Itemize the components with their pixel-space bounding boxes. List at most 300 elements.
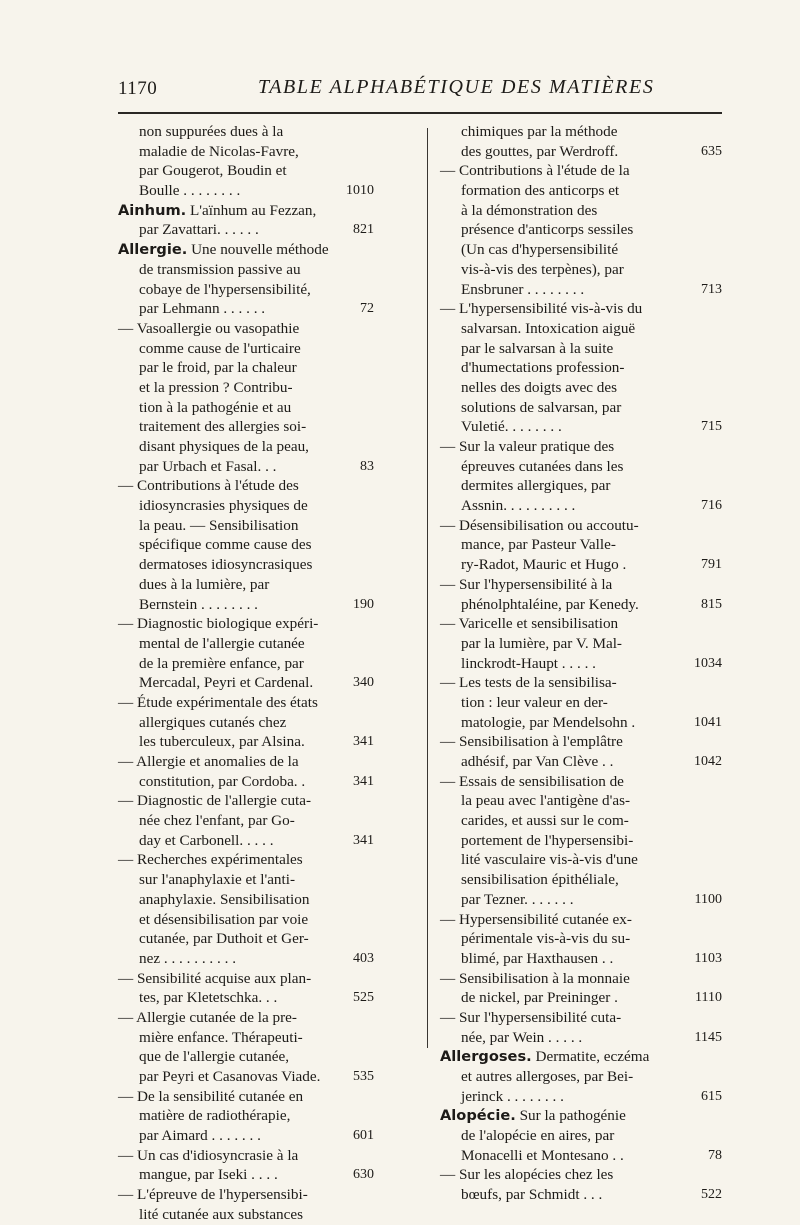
index-line	[440, 870, 736, 890]
index-page-ref: 601	[353, 1128, 374, 1144]
index-line	[118, 654, 414, 674]
index-entry-text	[139, 496, 308, 516]
index-page-ref: 522	[701, 1187, 722, 1203]
index-line	[118, 772, 414, 792]
index-entry-body: — Contributions à l'étude de la	[440, 162, 630, 180]
index-line	[440, 496, 736, 516]
index-entry-body: Boulle . . . . . . . .	[139, 182, 241, 200]
index-entry-body: — Recherches expérimentales	[118, 851, 303, 869]
index-entry-text	[440, 161, 630, 181]
index-entry-text	[461, 1146, 624, 1166]
index-entry-text	[461, 535, 616, 555]
header-rule	[118, 112, 722, 114]
index-entry-body: — Un cas d'idiosyncrasie à la	[118, 1146, 299, 1164]
index-entry-body: et autres allergoses, par Bei-	[461, 1068, 634, 1085]
index-line	[118, 1087, 414, 1107]
index-entry-body: de la première enfance, par	[139, 654, 304, 672]
index-entry-body: des gouttes, par Werdroff.	[461, 142, 619, 160]
index-entry-body: mangue, par Iseki . . . .	[139, 1166, 278, 1184]
index-line	[440, 181, 736, 201]
index-page-ref: 630	[353, 1167, 374, 1183]
index-entry-body: — Sur l'hypersensibilité cuta-	[440, 1008, 622, 1026]
index-line	[118, 240, 414, 260]
index-entry-body: née chez l'enfant, par Go-	[139, 812, 295, 830]
index-entry-body: nelles des doigts avec des	[461, 378, 618, 396]
index-entry-text	[461, 693, 608, 713]
index-entry-body: ry-Radot, Mauric et Hugo .	[461, 556, 627, 574]
index-entry-text	[139, 890, 309, 910]
index-headword: Ainhum.	[118, 201, 187, 219]
index-entry-body: et désensibilisation par voie	[139, 910, 309, 928]
index-entry-text	[139, 1205, 303, 1225]
index-entry-text	[461, 890, 574, 910]
index-entry-body: à la démonstration des	[461, 201, 598, 219]
index-entry-text	[139, 280, 311, 300]
index-line	[118, 1028, 414, 1048]
index-page-ref: 535	[353, 1069, 374, 1084]
index-page-ref: 341	[353, 832, 374, 848]
index-entry-body: traitement des allergies soi-	[139, 418, 307, 436]
index-page-ref: 615	[701, 1088, 722, 1104]
index-line	[440, 555, 736, 575]
index-entry-body: — Sur les alopécies chez les	[440, 1166, 614, 1184]
index-line	[440, 1146, 736, 1166]
index-entry-text	[461, 595, 639, 615]
index-line	[118, 535, 414, 555]
index-entry-text	[139, 142, 299, 162]
index-line	[118, 260, 414, 280]
index-page-ref: 83	[360, 458, 374, 474]
index-entry-body: dermites allergiques, par	[461, 477, 611, 495]
index-line	[440, 1028, 736, 1048]
index-entry-text	[139, 949, 236, 969]
index-entry-text	[440, 1047, 649, 1067]
index-entry-text	[118, 319, 299, 339]
index-entry-body: périmentale vis-à-vis du su-	[461, 930, 631, 948]
index-entry-body: blimé, par Haxthausen . .	[461, 949, 614, 967]
index-entry-body: Dermatite, eczéma	[531, 1048, 650, 1066]
index-entry-text	[461, 555, 626, 575]
index-entry-text	[440, 575, 612, 595]
index-line	[440, 457, 736, 477]
index-entry-text	[139, 1165, 278, 1185]
index-entry-body: que de l'allergie cutanée,	[139, 1048, 290, 1066]
index-entry-body: épreuves cutanées dans les	[461, 457, 624, 475]
index-entry-text	[139, 1126, 261, 1146]
index-line	[118, 673, 414, 693]
index-page-ref: 821	[353, 222, 374, 238]
index-entry-text	[461, 280, 584, 300]
index-entry-text	[461, 654, 596, 674]
index-line	[118, 358, 414, 378]
index-line	[118, 437, 414, 457]
index-entry-text	[139, 772, 305, 792]
index-entry-body: de transmission passive au	[139, 260, 301, 278]
index-entry-text	[440, 516, 639, 536]
index-entry-text	[118, 850, 303, 870]
index-line	[118, 1185, 414, 1205]
index-entry-text	[440, 673, 617, 693]
index-entry-body: présence d'anticorps sessiles	[461, 221, 634, 239]
index-entry-text	[440, 1008, 621, 1028]
index-line	[440, 437, 736, 457]
index-entry-body: maladie de Nicolas-Favre,	[139, 142, 299, 160]
index-entry-body: par Tezner. . . . . . .	[461, 890, 574, 908]
index-line	[440, 693, 736, 713]
index-entry-text	[461, 358, 624, 378]
index-line	[440, 654, 736, 674]
index-entry-body: par Lehmann . . . . . .	[139, 300, 266, 318]
index-entry-body: — Contributions à l'étude des	[118, 477, 299, 495]
index-entry-text	[461, 457, 623, 477]
index-line	[440, 929, 736, 949]
index-line	[118, 299, 414, 319]
index-entry-text	[139, 811, 295, 831]
index-page-ref: 341	[353, 734, 374, 750]
index-line	[118, 1008, 414, 1028]
index-line	[118, 929, 414, 949]
index-line	[440, 890, 736, 910]
index-line	[118, 575, 414, 595]
index-entry-text	[118, 614, 318, 634]
index-page-ref: 1041	[694, 714, 722, 730]
index-entry-text	[461, 496, 575, 516]
index-entry-text	[461, 378, 617, 398]
index-line	[118, 339, 414, 359]
index-entry-text	[139, 1106, 290, 1126]
index-line	[440, 240, 736, 260]
index-line	[440, 1087, 736, 1107]
index-line	[440, 1067, 736, 1087]
index-entry-text	[118, 1008, 297, 1028]
index-entry-body: par Zavattari. . . . . .	[139, 221, 259, 239]
index-line	[440, 988, 736, 1008]
index-entry-text	[139, 220, 259, 240]
index-entry-body: — Vasoallergie ou vasopathie	[118, 319, 300, 337]
index-entry-text	[461, 240, 618, 260]
index-entry-body: Vuletié. . . . . . . .	[461, 418, 562, 436]
index-entry-body: Monacelli et Montesano . .	[461, 1146, 624, 1164]
index-page-ref: 1103	[694, 950, 722, 966]
index-entry-text	[139, 417, 306, 437]
index-line	[118, 280, 414, 300]
index-entry-body: par Urbach et Fasal. . .	[139, 457, 277, 475]
index-entry-text	[118, 1087, 303, 1107]
index-entry-text	[139, 358, 297, 378]
index-entry-text	[139, 516, 298, 536]
index-line	[440, 476, 736, 496]
index-headword: Allergie.	[118, 241, 188, 259]
index-entry-text	[440, 910, 632, 930]
index-entry-text	[461, 181, 619, 201]
index-entry-body: phénolphtaléine, par Kenedy.	[461, 595, 639, 613]
index-entry-text	[461, 260, 624, 280]
index-line	[118, 1165, 414, 1185]
index-entry-text	[139, 339, 301, 359]
index-entry-body: Mercadal, Peyri et Cardenal.	[139, 674, 314, 692]
index-line	[440, 161, 736, 181]
page-header	[118, 74, 720, 106]
index-entry-text	[461, 634, 622, 654]
index-entry-text	[461, 988, 618, 1008]
index-entry-text	[461, 791, 630, 811]
index-line	[118, 398, 414, 418]
index-line	[440, 673, 736, 693]
index-entry-text	[461, 831, 633, 851]
index-entry-body: non suppurées dues à la	[139, 123, 284, 140]
index-line	[440, 634, 736, 654]
index-page-ref: 190	[353, 596, 374, 612]
index-entry-body: — Les tests de la sensibilisa-	[440, 674, 617, 692]
index-entry-text	[139, 1047, 289, 1067]
index-entry-text	[461, 220, 633, 240]
index-page-ref: 78	[708, 1147, 722, 1163]
index-entry-text	[461, 1185, 602, 1205]
index-entry-text	[461, 1067, 633, 1087]
index-entry-text	[139, 1067, 320, 1087]
index-entry-text	[461, 949, 613, 969]
index-line	[118, 890, 414, 910]
index-entry-text	[461, 1126, 614, 1146]
index-entry-text	[139, 634, 305, 654]
index-line	[440, 949, 736, 969]
index-entry-body: Sur la pathogénie	[515, 1107, 626, 1125]
index-entry-body: — Sensibilité acquise aux plan-	[118, 969, 312, 987]
index-line	[118, 1126, 414, 1146]
index-line	[440, 1047, 736, 1067]
index-entry-body: chimiques par la méthode	[461, 123, 618, 140]
left-column	[118, 122, 414, 1225]
index-line	[118, 516, 414, 536]
index-entry-text	[440, 1165, 613, 1185]
index-line	[118, 142, 414, 162]
index-entry-body: — Hypersensibilité cutanée ex-	[440, 910, 632, 928]
index-line	[118, 1106, 414, 1126]
index-line	[118, 201, 414, 221]
index-entry-text	[461, 201, 597, 221]
index-line	[440, 713, 736, 733]
index-entry-body: la peau avec l'antigène d'as-	[461, 792, 631, 810]
index-entry-text	[440, 969, 630, 989]
index-entry-text	[139, 595, 258, 615]
index-page-ref: 715	[701, 419, 722, 435]
index-line	[118, 752, 414, 772]
index-entry-body: day et Carbonell. . . . .	[139, 831, 274, 849]
index-line	[440, 142, 736, 162]
index-headword: Alopécie.	[440, 1107, 516, 1125]
index-line	[440, 358, 736, 378]
index-line	[440, 850, 736, 870]
index-entry-body: cobaye de l'hypersensibilité,	[139, 280, 311, 298]
index-entry-body: sensibilisation épithéliale,	[461, 871, 619, 889]
index-line	[440, 319, 736, 339]
index-entry-body: d'humectations profession-	[461, 359, 625, 377]
index-entry-body: adhésif, par Van Clève . .	[461, 753, 614, 770]
index-entry-body: les tuberculeux, par Alsina.	[139, 733, 305, 751]
index-entry-text	[440, 732, 623, 752]
index-entry-body: — L'hypersensibilité vis-à-vis du	[440, 300, 643, 318]
index-entry-text	[440, 437, 614, 457]
page-number: 1170	[118, 78, 158, 99]
index-line	[118, 791, 414, 811]
index-entry-body: constitution, par Cordoba. .	[139, 772, 306, 790]
index-line	[440, 1165, 736, 1185]
index-entry-body: formation des anticorps et	[461, 182, 620, 200]
index-entry-body: linckrodt-Haupt . . . . .	[461, 654, 596, 672]
index-entry-text	[139, 929, 309, 949]
index-entry-body: (Un cas d'hypersensibilité	[461, 241, 619, 259]
index-entry-text	[139, 398, 291, 418]
index-page-ref: 1100	[694, 891, 722, 907]
index-line	[118, 476, 414, 496]
index-entry-body: Bernstein . . . . . . . .	[139, 595, 258, 613]
index-entry-body: — Désensibilisation ou accoutu-	[440, 516, 639, 534]
index-entry-text	[461, 398, 621, 418]
index-entry-text	[139, 732, 305, 752]
index-page-ref: 1110	[695, 990, 722, 1006]
index-entry-body: par Aimard . . . . . . .	[139, 1127, 261, 1145]
index-entry-body: par Peyri et Casanovas Viade.	[139, 1068, 321, 1085]
index-entry-body: de nickel, par Preininger .	[461, 989, 618, 1007]
index-entry-text	[139, 555, 312, 575]
index-page-ref: 525	[353, 990, 374, 1006]
index-line	[440, 1185, 736, 1205]
index-page-ref: 1042	[694, 754, 722, 769]
index-entry-text	[440, 614, 618, 634]
index-line	[440, 299, 736, 319]
index-line	[118, 319, 414, 339]
index-line	[118, 1205, 414, 1225]
index-headword: Allergoses.	[440, 1048, 532, 1066]
index-line	[118, 850, 414, 870]
index-page-ref: 72	[360, 301, 374, 317]
index-entry-body: carides, et aussi sur le com-	[461, 812, 629, 830]
index-line	[118, 1146, 414, 1166]
index-entry-body: jerinck . . . . . . . .	[461, 1087, 564, 1105]
index-entry-body: Ensbruner . . . . . . . .	[461, 280, 585, 298]
index-entry-body: par la lumière, par V. Mal-	[461, 634, 622, 652]
index-entry-text	[139, 535, 311, 555]
index-entry-text	[139, 988, 277, 1008]
index-entry-text	[139, 122, 283, 142]
index-entry-body: dues à la lumière, par	[139, 575, 270, 593]
index-entry-body: allergiques cutanés chez	[139, 713, 287, 731]
index-line	[118, 969, 414, 989]
index-line	[440, 260, 736, 280]
index-line	[118, 122, 414, 142]
index-entry-text	[461, 870, 619, 890]
index-entry-body: tes, par Kletetschka. . .	[139, 989, 278, 1007]
index-page-ref: 635	[701, 143, 722, 159]
index-entry-body: — Sur l'hypersensibilité à la	[440, 575, 613, 593]
right-column	[440, 122, 736, 1205]
index-entry-body: portement de l'hypersensibi-	[461, 831, 634, 849]
index-entry-body: lité vasculaire vis-à-vis d'une	[461, 851, 638, 869]
index-entry-text	[461, 417, 562, 437]
index-entry-body: — Diagnostic biologique expéri-	[118, 615, 319, 633]
index-entry-text	[118, 1185, 308, 1205]
index-line	[118, 417, 414, 437]
index-line	[118, 1067, 414, 1087]
index-line	[118, 161, 414, 181]
index-entry-body: nez . . . . . . . . . .	[139, 949, 237, 967]
index-line	[118, 614, 414, 634]
index-line	[440, 280, 736, 300]
index-entry-text	[461, 122, 617, 142]
index-entry-body: — Essais de sensibilisation de	[440, 772, 624, 790]
index-entry-body: par Gougerot, Boudin et	[139, 162, 287, 180]
index-entry-text	[139, 299, 265, 319]
index-entry-body: mental de l'allergie cutanée	[139, 634, 305, 652]
index-page-ref: 341	[353, 773, 374, 789]
index-entry-text	[461, 142, 618, 162]
index-entry-body: anaphylaxie. Sensibilisation	[139, 890, 310, 908]
index-line	[440, 516, 736, 536]
index-entry-text	[461, 1087, 564, 1107]
index-line	[440, 811, 736, 831]
index-entry-text	[139, 713, 286, 733]
index-entry-text	[139, 831, 274, 851]
index-entry-body: idiosyncrasies physiques de	[139, 497, 308, 515]
index-entry-body: comme cause de l'urticaire	[139, 339, 301, 357]
index-line	[440, 398, 736, 418]
index-page-ref: 1145	[694, 1029, 722, 1045]
index-entry-text	[139, 673, 313, 693]
index-line	[118, 831, 414, 851]
index-entry-body: tion à la pathogénie et au	[139, 398, 292, 416]
index-line	[440, 575, 736, 595]
index-entry-body: cutanée, par Duthoit et Ger-	[139, 930, 309, 948]
index-entry-body: née, par Wein . . . . .	[461, 1028, 583, 1046]
index-entry-body: Assnin. . . . . . . . . .	[461, 497, 576, 515]
index-line	[440, 1106, 736, 1126]
index-page-ref: 815	[701, 596, 722, 612]
index-entry-body: — Allergie cutanée de la pre-	[118, 1008, 297, 1026]
index-entry-text	[461, 752, 613, 772]
index-entry-text	[440, 299, 642, 319]
index-entry-body: matologie, par Mendelsohn .	[461, 713, 636, 731]
index-line	[440, 417, 736, 437]
index-entry-text	[118, 1146, 298, 1166]
index-line	[118, 732, 414, 752]
index-entry-body: Une nouvelle méthode	[187, 241, 329, 259]
index-entry-body: la peau. — Sensibilisation	[139, 516, 299, 534]
index-page-ref: 716	[701, 498, 722, 514]
index-line	[118, 910, 414, 930]
index-line	[118, 634, 414, 654]
index-line	[118, 811, 414, 831]
index-entry-body: vis-à-vis des terpènes), par	[461, 260, 624, 278]
index-entry-text	[461, 319, 635, 339]
index-line	[440, 122, 736, 142]
index-line	[440, 1008, 736, 1028]
index-entry-text	[461, 850, 638, 870]
index-entry-text	[139, 437, 309, 457]
index-entry-text	[440, 772, 624, 792]
index-entry-body: disant physiques de la peau,	[139, 438, 309, 455]
index-entry-text	[118, 752, 299, 772]
index-entry-text	[139, 910, 308, 930]
index-line	[440, 339, 736, 359]
index-entry-text	[118, 240, 329, 260]
index-entry-body: par le froid, par la chaleur	[139, 359, 297, 377]
index-entry-body: — Varicelle et sensibilisation	[440, 615, 619, 633]
index-entry-body: de l'alopécie en aires, par	[461, 1127, 615, 1145]
index-entry-text	[461, 1028, 582, 1048]
index-entry-text	[461, 811, 629, 831]
index-line	[440, 201, 736, 221]
index-page-ref: 1010	[346, 183, 374, 199]
